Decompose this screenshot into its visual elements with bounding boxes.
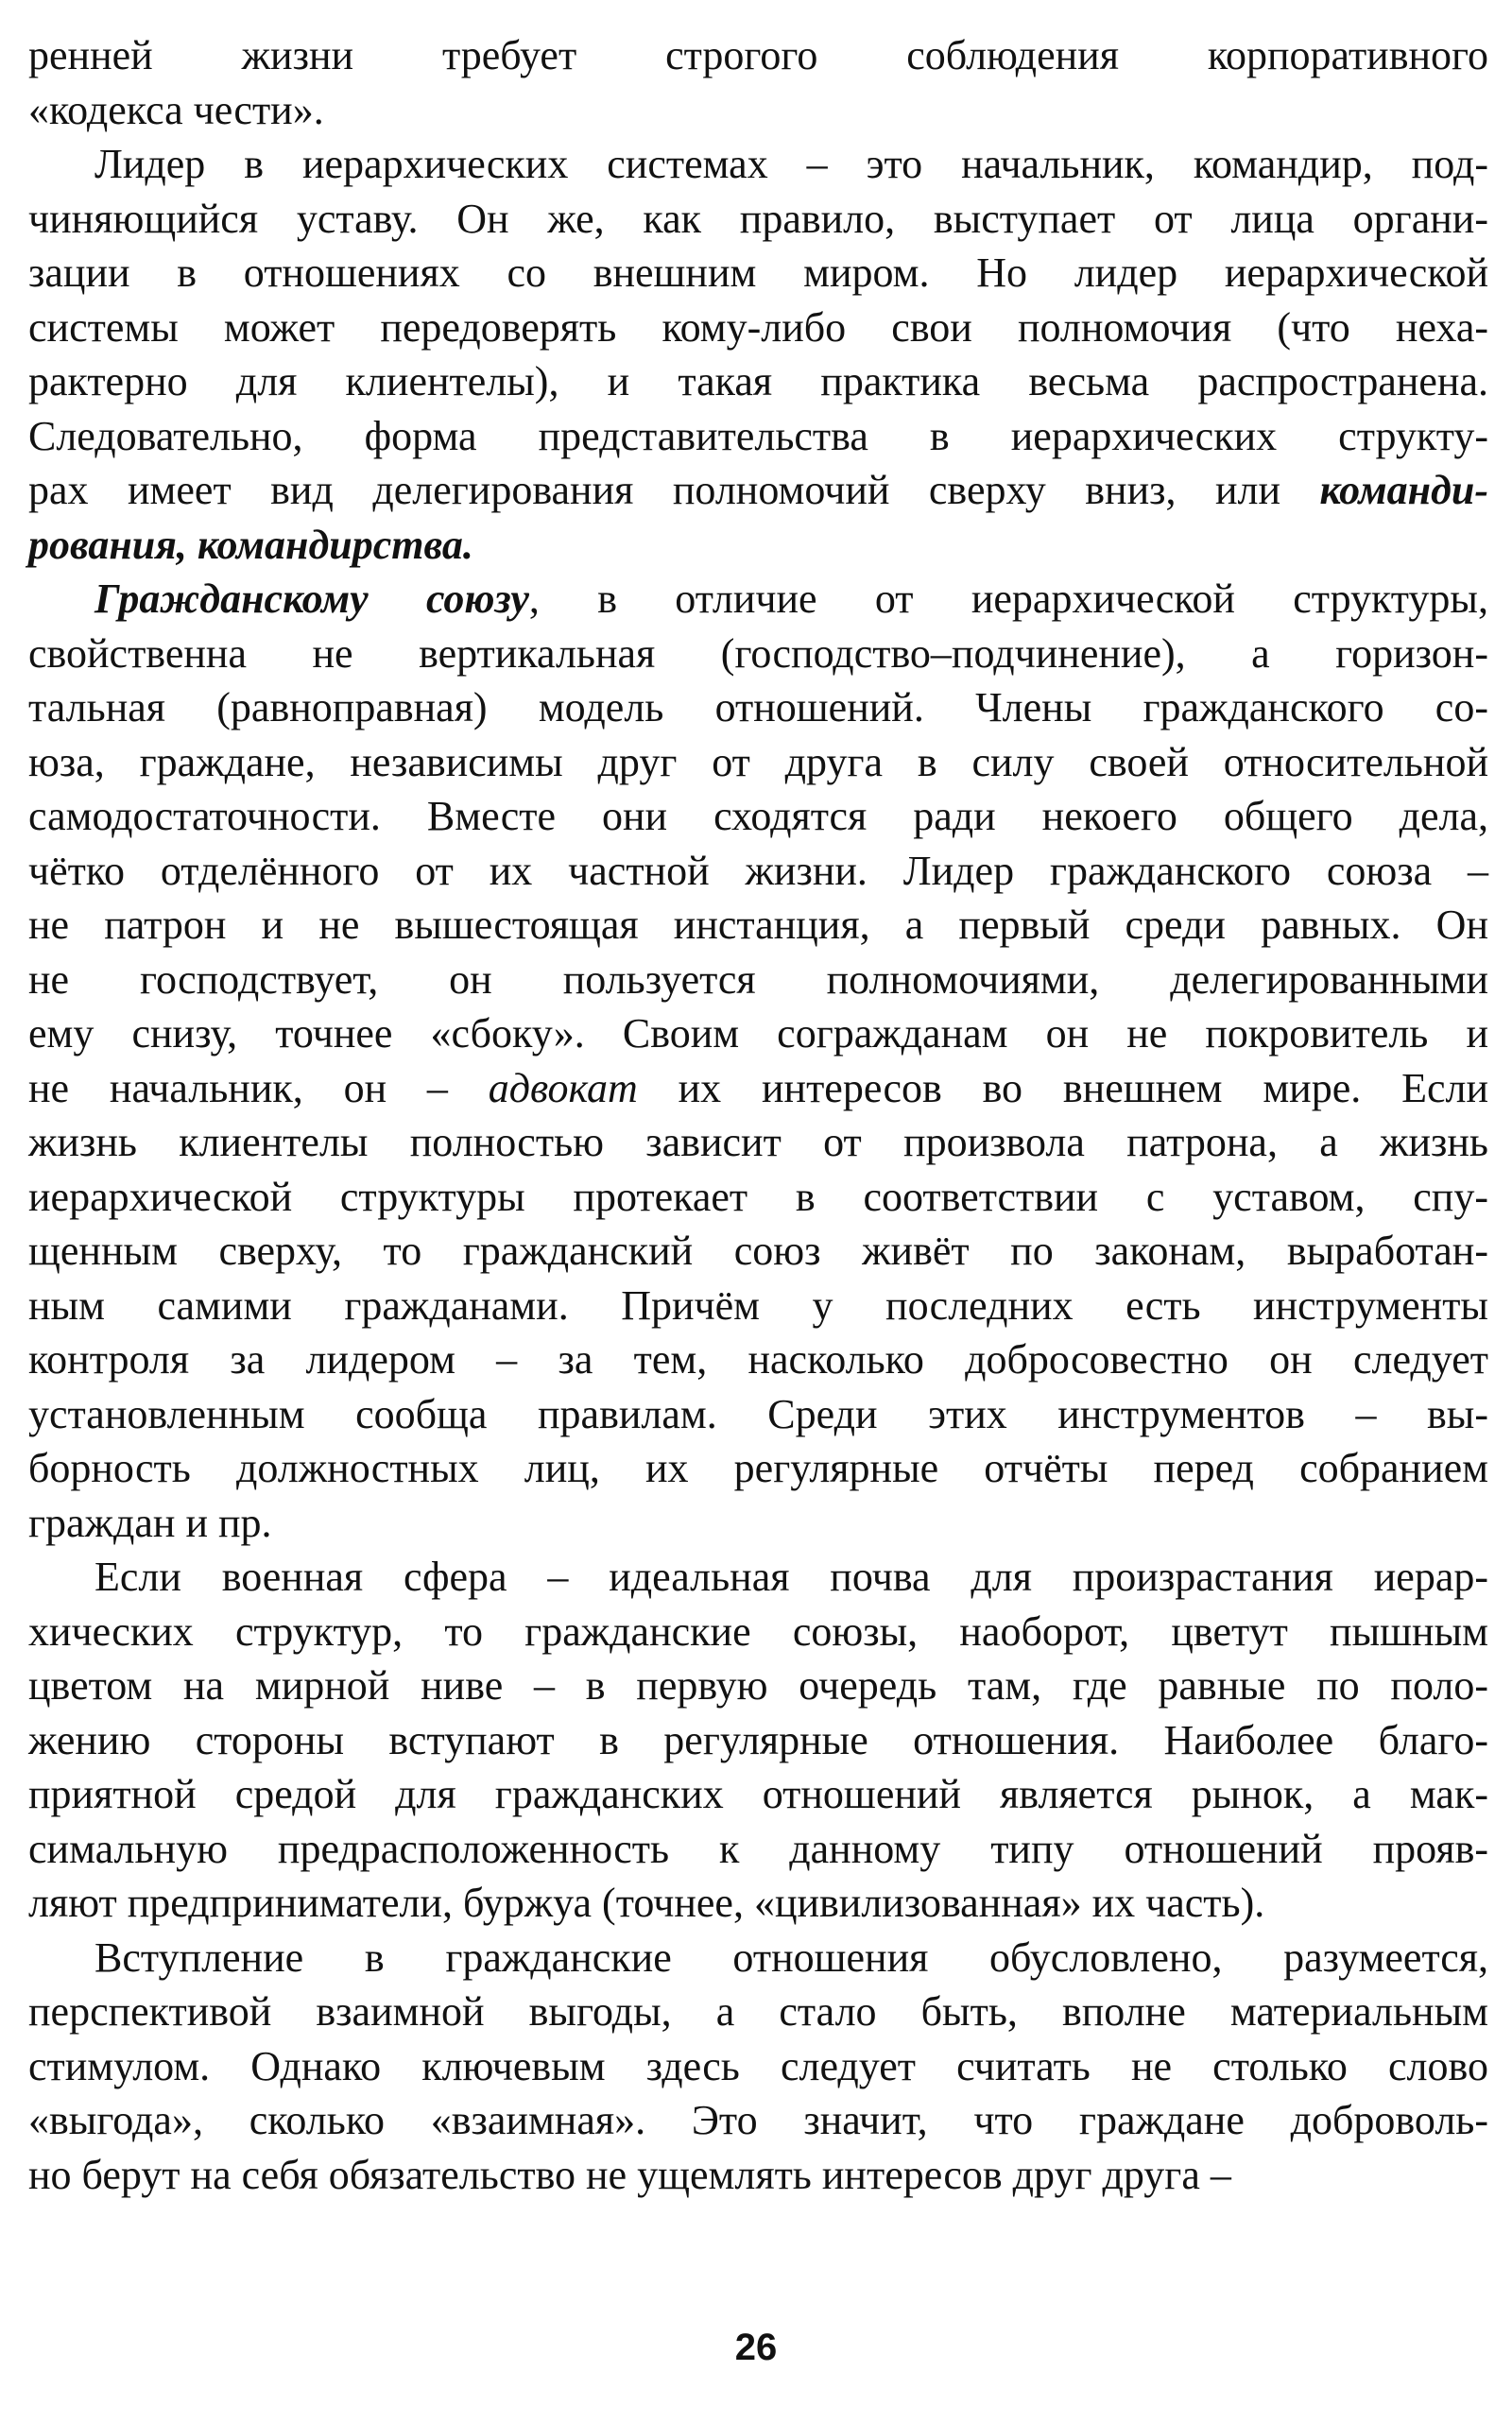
text-segment: юза, граждане, независимы друг от друга в силу своей относительной bbox=[28, 738, 1488, 785]
text-line bbox=[28, 518, 1488, 573]
text-line bbox=[28, 1279, 1488, 1333]
text-line bbox=[28, 1550, 1488, 1605]
text-line bbox=[28, 1496, 1488, 1551]
text-line bbox=[28, 354, 1488, 409]
text-segment: ему снизу, точнее «сбоку». Своим согражданам он не покровитель и bbox=[28, 1010, 1488, 1057]
text-segment: не патрон и не вышестоящая инстанция, а первый среди равных. Он bbox=[28, 902, 1488, 948]
text-line bbox=[28, 1387, 1488, 1442]
text-segment: самодостаточности. Вместе они сходятся ради некоего общего дела, bbox=[28, 793, 1488, 839]
text-line bbox=[28, 137, 1488, 192]
text-line bbox=[28, 1115, 1488, 1170]
text-line bbox=[28, 1170, 1488, 1225]
text-segment: приятной средой для гражданских отношений является рынок, а мак- bbox=[28, 1771, 1488, 1817]
text-segment: щенным сверху, то гражданский союз живёт по законам, выработан- bbox=[28, 1228, 1488, 1274]
text-segment: иерархической структуры протекает в соответствии с уставом, спу- bbox=[28, 1173, 1488, 1220]
text-line bbox=[28, 2148, 1488, 2203]
text-segment: симальную предрасположенность к данному типу отношений прояв- bbox=[28, 1825, 1488, 1872]
text-segment: жизнь клиентелы полностью зависит от произвола патрона, а жизнь bbox=[28, 1119, 1488, 1165]
text-block bbox=[28, 28, 1488, 2202]
text-line bbox=[28, 572, 1488, 627]
text-segment: свойственна не вертикальная (господство–подчинение), а горизон- bbox=[28, 629, 1488, 677]
text-segment: «выгода», сколько «взаимная». Это значит, что граждане доброволь- bbox=[28, 2097, 1488, 2143]
text-line bbox=[28, 627, 1488, 681]
text-segment: системы может передоверять кому-либо свои полномочия (что неха- bbox=[28, 303, 1488, 351]
text-line bbox=[28, 301, 1488, 355]
text-line bbox=[28, 2093, 1488, 2148]
page-number: 26 bbox=[734, 2327, 778, 2368]
text-segment: ным самими гражданами. Причём у последних есть инструменты bbox=[28, 1281, 1488, 1329]
text-segment: граждан и пр. bbox=[28, 1499, 272, 1546]
text-segment: чётко отделённого от их частной жизни. Лидер гражданского союза – bbox=[28, 847, 1488, 894]
text-line bbox=[28, 28, 1488, 83]
text-line bbox=[28, 83, 1488, 138]
text-segment: Следовательно, форма представительства в иерархических структу- bbox=[28, 412, 1488, 459]
text-line bbox=[28, 1061, 1488, 1116]
text-line bbox=[28, 789, 1488, 844]
emphasized-text: рования, командирства. bbox=[28, 521, 473, 568]
text-line bbox=[28, 1876, 1488, 1931]
text-segment: ренней жизни требует строгого соблюдения корпоративного bbox=[28, 32, 1488, 78]
text-line bbox=[28, 409, 1488, 464]
text-line bbox=[28, 844, 1488, 899]
text-segment: жению стороны вступают в регулярные отношения. Наиболее благо- bbox=[28, 1716, 1488, 1763]
text-segment: «кодекса чести». bbox=[28, 86, 324, 133]
text-segment: установленным сообща правилам. Среди этих инструментов – вы- bbox=[28, 1390, 1488, 1437]
text-line bbox=[28, 953, 1488, 1007]
text-segment: чиняющийся уставу. Он же, как правило, выступает от лица органи- bbox=[28, 195, 1488, 242]
text-segment: не начальник, он – bbox=[28, 1064, 489, 1111]
text-line bbox=[28, 1224, 1488, 1279]
text-line bbox=[28, 1713, 1488, 1768]
text-segment: стимулом. Однако ключевым здесь следует считать не столько слово bbox=[28, 2042, 1488, 2089]
text-line bbox=[28, 463, 1488, 518]
text-segment: Вступление в гражданские отношения обусловлено, разумеется, bbox=[94, 1933, 1488, 1981]
emphasized-text: Гражданскому союзу bbox=[94, 576, 529, 622]
text-segment: рактерно для клиентелы), и такая практика весьма распространена. bbox=[28, 358, 1488, 404]
text-segment: Если военная сфера – идеальная почва для произрастания иерар- bbox=[94, 1554, 1488, 1600]
text-segment: ляют предприниматели, буржуа (точнее, «цивилизованная» их часть). bbox=[28, 1880, 1265, 1926]
text-line bbox=[28, 1605, 1488, 1659]
text-line bbox=[28, 1985, 1488, 2039]
text-line bbox=[28, 1658, 1488, 1713]
text-line bbox=[28, 1767, 1488, 1822]
text-segment: не господствует, он пользуется полномочиями, делегированными bbox=[28, 955, 1488, 1003]
text-segment: рах имеет вид делегирования полномочий сверху вниз, или bbox=[28, 467, 1320, 513]
text-line bbox=[28, 680, 1488, 735]
text-line bbox=[28, 1332, 1488, 1387]
text-segment: , в отличие от иерархической структуры, bbox=[528, 576, 1488, 622]
text-line bbox=[28, 246, 1488, 301]
emphasized-text: адвокат bbox=[488, 1064, 638, 1111]
page-body bbox=[28, 28, 1488, 2202]
text-line bbox=[28, 1822, 1488, 1877]
text-line bbox=[28, 1006, 1488, 1061]
text-line bbox=[28, 192, 1488, 247]
text-line bbox=[28, 1931, 1488, 1985]
text-line bbox=[28, 735, 1488, 790]
text-line bbox=[28, 2039, 1488, 2094]
text-segment: хических структур, то гражданские союзы, наоборот, цветут пышным bbox=[28, 1607, 1488, 1655]
emphasized-text: команди- bbox=[1319, 467, 1488, 513]
text-segment: цветом на мирной ниве – в первую очередь там, где равные по поло- bbox=[28, 1662, 1488, 1709]
text-segment: перспективой взаимной выгоды, а стало быть, вполне материальным bbox=[28, 1988, 1488, 2035]
text-segment: но берут на себя обязательство не ущемлять интересов друг друга – bbox=[28, 2151, 1231, 2198]
text-segment: контроля за лидером – за тем, насколько добросовестно он следует bbox=[28, 1336, 1488, 1383]
text-segment: зации в отношениях со внешним миром. Но лидер иерархической bbox=[28, 249, 1488, 296]
text-segment: тальная (равноправная) модель отношений. Члены гражданского со- bbox=[28, 684, 1488, 730]
text-line bbox=[28, 1441, 1488, 1496]
text-segment: их интересов во внешнем мире. Если bbox=[637, 1064, 1488, 1111]
text-segment: Лидер в иерархических системах – это начальник, командир, под- bbox=[94, 141, 1488, 187]
text-segment: борность должностных лиц, их регулярные отчёты перед собранием bbox=[28, 1445, 1488, 1491]
text-line bbox=[28, 898, 1488, 953]
